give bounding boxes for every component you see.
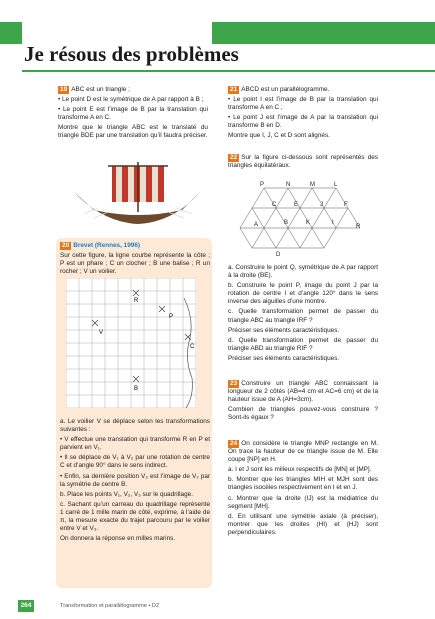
- label-M: M: [310, 182, 315, 188]
- ex20-line: On donnera la réponse en milles marins.: [60, 535, 176, 543]
- page-number: 264: [18, 600, 34, 612]
- ex20-line: • Il se déplace de V₁ à V₂ par une rotation de centre C et d’angle 90° dans le sens indirect.: [60, 454, 210, 470]
- label-C: C: [272, 202, 277, 208]
- ex19-line: • Le point E est l’image de B par la translation qui transforme A en C.: [58, 106, 208, 122]
- ex22-line: a. Construire le point Q, symétrique de A par rapport à la droite (BE).: [228, 264, 378, 280]
- footer-chapter: Transformation et parallélogramme • D2: [60, 603, 160, 609]
- label-I: I: [332, 220, 334, 226]
- label-R: R: [134, 298, 139, 304]
- exercise-19: [58, 86, 208, 143]
- exercise-number: 19: [60, 86, 68, 93]
- label-N: N: [286, 182, 291, 188]
- label-B: B: [284, 220, 289, 226]
- viking-ship-illustration: [72, 162, 202, 230]
- exercise-20-header: [60, 242, 210, 278]
- exercise-24: [228, 440, 378, 539]
- label-K: K: [306, 220, 311, 226]
- ex20-grid-figure: [66, 278, 196, 408]
- label-B: B: [134, 386, 139, 392]
- ex19-line: ABC est un triangle ;: [71, 86, 130, 93]
- ex24-line: b. Montrer que les triangles MIH et MJH sont des triangles isocèles respectivement en I et en J.: [228, 476, 378, 492]
- ex21-line: • Le point I est l’image de B par la translation qui transforme A en C ;: [228, 96, 378, 112]
- exercise-22-body: [228, 264, 378, 365]
- ex21-line: Montre que I, J, C et D sont alignés.: [228, 132, 330, 140]
- ex20-line: • Enfin, sa dernière position V₃ est l’image de V₂ par la symétrie de centre B.: [60, 472, 210, 488]
- ex21-line: • Le point J est l’image de A par la translation qui transforme B en D.: [228, 114, 378, 130]
- ex20-intro: Sur cette figure, la ligne courbe représente la côte ; P est un phare ; C un clocher ; B une balise ; R un rocher ; V un voilier.: [60, 252, 210, 276]
- exercise-number: 22: [230, 154, 238, 161]
- ex24-line: On considère le triangle MNP rectangle en M. On trace la hauteur de ce triangle issue de M. Elle coupe [NP] en H.: [228, 440, 378, 464]
- title-underline: [22, 70, 435, 72]
- exercise-20-body: [60, 418, 210, 545]
- ex19-line: • Le point D est le symétrique de A par rapport à B ;: [58, 96, 204, 104]
- exercise-21: [228, 86, 378, 143]
- ex20-line: • V effectue une translation qui transforme R en P et parvient en V₁.: [60, 436, 210, 452]
- ex22-triangle-figure: [228, 180, 383, 260]
- exercise-23: [228, 380, 378, 424]
- exercise-22-header: [228, 154, 378, 172]
- ex24-line: c. Montrer que la droite (IJ) est la médiatrice du segment [MH].: [228, 494, 378, 510]
- ex22-line: c. Quelle transformation permet de passer du triangle ABC au triangle IRF ?: [228, 308, 378, 324]
- ex20-title: Brevet (Rennes, 1996): [73, 242, 141, 249]
- ex20-line: b. Place les points V₁, V₂, V₃ sur le quadrillage.: [60, 490, 193, 498]
- ex22-line: d. Quelle transformation permet de passer du triangle ABD au triangle RIF ?: [228, 336, 378, 352]
- label-A: A: [254, 222, 259, 228]
- ex20-line: a. Le voilier V se déplace selon les transformations suivantes :: [60, 418, 210, 434]
- ex23-line: Construire un triangle ABC connaissant la longueur de 2 côtés (AB=4 cm et AC=6 cm) et de la hauteur issue de A (AH=3cm).: [228, 380, 378, 404]
- ex19-line: Montre que le triangle ABC est le translaté du triangle BDE par une translation qu’il faudra préciser.: [58, 124, 208, 140]
- label-P: P: [260, 182, 265, 188]
- ex24-line: a. I et J sont les milieux respectifs de [MN] et [MP].: [228, 466, 372, 474]
- label-D: D: [276, 252, 281, 258]
- page-title: Je résous des problèmes: [24, 42, 239, 66]
- label-L: L: [334, 182, 338, 188]
- label-R: R: [356, 224, 361, 230]
- ex23-line: Combien de triangles pouvez-vous construire ? Sont-ils égaux ?: [228, 406, 378, 422]
- label-V: V: [99, 330, 104, 336]
- label-E: E: [294, 202, 299, 208]
- exercise-number: 24: [230, 440, 238, 447]
- ex24-line: d. En utilisant une symétrie axiale (à préciser), montrer que les droites (HI) et (HJ) sont perpendiculaires.: [228, 512, 378, 536]
- exercise-number: 23: [230, 380, 238, 387]
- label-P: P: [169, 314, 174, 320]
- ex21-line: ABCD est un parallélogramme.: [241, 86, 330, 93]
- ex22-intro: Sur la figure ci-dessous sont représentés des triangles équilatéraux.: [228, 154, 378, 170]
- exercise-number: 20: [62, 242, 70, 249]
- ex22-line: b. Construire le point P, image du point J par la rotation de centre I et d’angle 120° dans le sens inverse des aiguilles d’une montre.: [228, 282, 378, 306]
- ex20-line: c. Sachant qu’un carreau du quadrillage représente 1 carré de 1 mille marin de côté, exprime, à l’aide de π, la mesure exacte du trajet parcouru par le voilier entre V et V₃.: [60, 500, 210, 533]
- exercise-number: 21: [230, 86, 238, 93]
- header-band-right: [212, 22, 435, 44]
- label-C: C: [190, 344, 195, 350]
- label-J: J: [320, 202, 323, 208]
- header-band-left: [0, 22, 22, 44]
- ex22-line: Préciser ses éléments caractéristiques.: [228, 326, 340, 334]
- ex22-line: Préciser ses éléments caractéristiques.: [228, 354, 340, 362]
- label-F: F: [344, 202, 348, 208]
